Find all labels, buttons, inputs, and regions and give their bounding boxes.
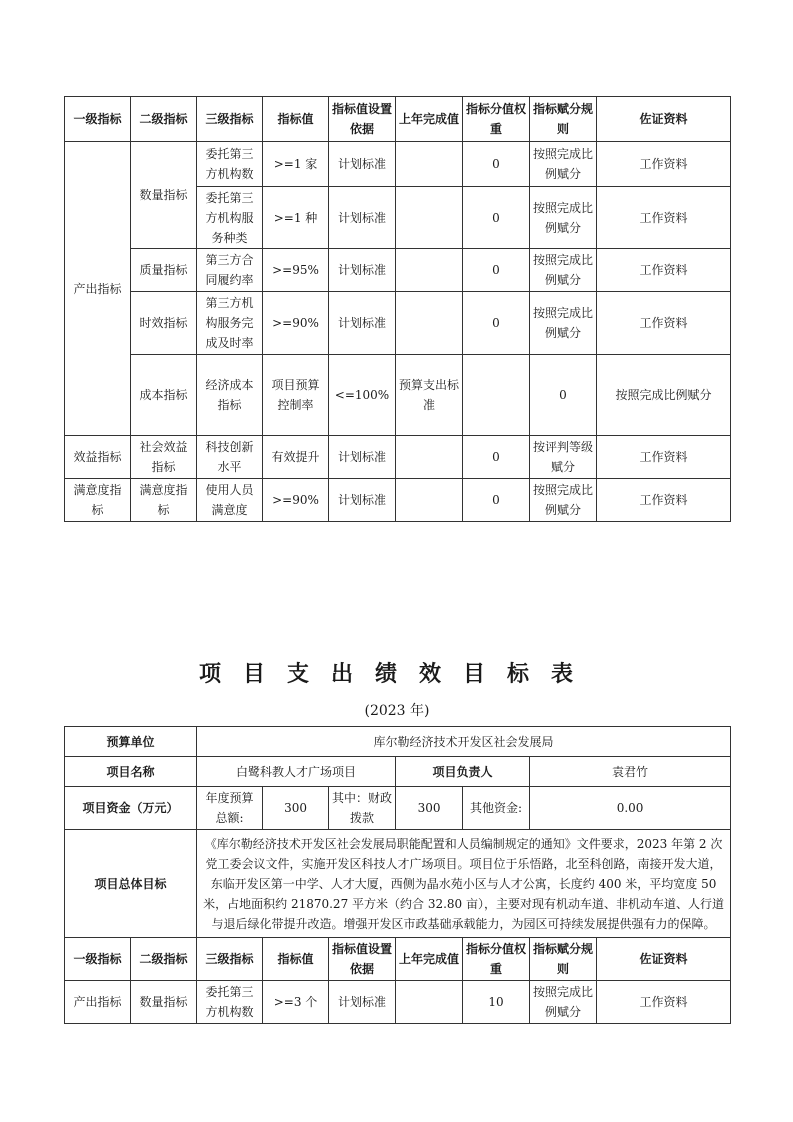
header-cell: 指标值设置依据	[329, 97, 396, 142]
header-row	[65, 938, 731, 981]
level2-cell: 质量指标	[131, 249, 197, 292]
level2-cell: 社会效益指标	[131, 436, 197, 479]
evidence-cell: 工作资料	[597, 187, 731, 249]
last-year-cell	[396, 981, 463, 1024]
last-year-cell	[396, 479, 463, 522]
fiscal-value: 300	[396, 787, 463, 830]
basis-cell: 计划标准	[329, 187, 396, 249]
evidence-cell: 工作资料	[597, 436, 731, 479]
value-cell: >=90%	[263, 292, 329, 355]
rule-cell: 按照完成比例赋分	[530, 142, 597, 187]
table-row	[65, 292, 731, 355]
evidence-cell: 工作资料	[597, 479, 731, 522]
level1-cell: 效益指标	[65, 436, 131, 479]
rule-cell: 按评判等级赋分	[530, 436, 597, 479]
indicator-table-1	[64, 96, 731, 522]
project-objective-text: 《库尔勒经济技术开发区社会发展局职能配置和人员编制规定的通知》文件要求，2023 年第 2 次党工委会议文件，实施开发区科技人才广场项目。项目位于乐悟路，北至科创路，南接开发大道，东临开发区第一中学、人才大厦，西侧为晶水苑小区与人才公寓，长度约 400 米，平均宽度 50 米，占地面积约 21870.27 平方米（约合 32.80 亩），主要对现有机动车道、非机动车道、人行道与退后绿化带提升改造。增强开发区市政基础承载能力，为园区可持续发展提供强有力的保障。	[197, 830, 731, 938]
level2-cell: 满意度指标	[131, 479, 197, 522]
level3-cell: 委托第三方机构数	[197, 981, 263, 1024]
level2-cell: 经济成本指标	[197, 355, 263, 436]
project-objective-label: 项目总体目标	[65, 830, 197, 938]
project-name-value: 白鹭科教人才广场项目	[197, 757, 396, 787]
header-cell: 上年完成值	[396, 97, 463, 142]
header-cell: 一级指标	[65, 938, 131, 981]
weight-cell: 0	[463, 249, 530, 292]
basis-cell: 计划标准	[329, 479, 396, 522]
table-row	[65, 436, 731, 479]
value-cell: >=1 家	[263, 142, 329, 187]
basis-cell: 计划标准	[329, 142, 396, 187]
project-funds-row	[65, 787, 731, 830]
header-cell: 一级指标	[65, 97, 131, 142]
annual-budget-label: 年度预算总额:	[197, 787, 263, 830]
project-name-label: 项目名称	[65, 757, 197, 787]
header-cell: 三级指标	[197, 97, 263, 142]
value-cell: >=90%	[263, 479, 329, 522]
header-cell: 指标值	[263, 97, 329, 142]
value-cell: <=100%	[329, 355, 396, 436]
table-row	[65, 249, 731, 292]
level3-cell: 第三方机构服务完成及时率	[197, 292, 263, 355]
performance-goal-table	[64, 726, 731, 1024]
header-cell: 二级指标	[131, 938, 197, 981]
basis-cell: 计划标准	[329, 981, 396, 1024]
level1-cell: 产出指标	[65, 981, 131, 1024]
weight-cell: 0	[463, 479, 530, 522]
weight-cell: 0	[463, 187, 530, 249]
level3-cell: 使用人员满意度	[197, 479, 263, 522]
other-funds-value: 0.00	[530, 787, 731, 830]
last-year-cell	[396, 187, 463, 249]
weight-cell: 10	[463, 981, 530, 1024]
value-cell: >=95%	[263, 249, 329, 292]
header-cell: 指标分值权重	[463, 97, 530, 142]
other-funds-label: 其他资金:	[463, 787, 530, 830]
header-cell: 佐证资料	[597, 938, 731, 981]
weight-cell: 0	[463, 142, 530, 187]
header-row	[65, 97, 731, 142]
project-objective-row	[65, 830, 731, 938]
evidence-cell: 工作资料	[597, 292, 731, 355]
table-row	[65, 479, 731, 522]
project-name-row	[65, 757, 731, 787]
last-year-cell	[396, 142, 463, 187]
page-subtitle-year: (2023 年)	[364, 703, 430, 719]
last-year-cell	[396, 436, 463, 479]
evidence-cell: 工作资料	[597, 142, 731, 187]
basis-cell: 计划标准	[329, 292, 396, 355]
header-cell: 上年完成值	[396, 938, 463, 981]
evidence-cell: 工作资料	[597, 981, 731, 1024]
weight-cell: 0	[463, 292, 530, 355]
level2-cell: 数量指标	[131, 142, 197, 249]
rule-cell: 按照完成比例赋分	[530, 187, 597, 249]
basis-cell: 计划标准	[329, 436, 396, 479]
rule-cell: 按照完成比例赋分	[530, 479, 597, 522]
level3-cell: 委托第三方机构数	[197, 142, 263, 187]
level2-cell: 数量指标	[131, 981, 197, 1024]
fiscal-label: 其中：财政拨款	[329, 787, 396, 830]
weight-cell: 0	[463, 436, 530, 479]
page-title: 项目支出绩效目标表	[198, 662, 595, 687]
value-cell: 有效提升	[263, 436, 329, 479]
value-cell: >=1 种	[263, 187, 329, 249]
level1-cell: 满意度指标	[65, 479, 131, 522]
level1-cell: 产出指标	[65, 142, 131, 436]
table-row	[65, 981, 731, 1024]
level3-cell: 科技创新水平	[197, 436, 263, 479]
project-leader-value: 袁君竹	[530, 757, 731, 787]
budget-unit-row	[65, 727, 731, 757]
header-cell: 佐证资料	[597, 97, 731, 142]
value-cell: >=3 个	[263, 981, 329, 1024]
rule-cell: 按照完成比例赋分	[530, 981, 597, 1024]
header-cell: 指标赋分规则	[530, 97, 597, 142]
rule-cell: 按照完成比例赋分	[597, 355, 731, 436]
basis-cell: 计划标准	[329, 249, 396, 292]
level1-cell: 成本指标	[131, 355, 197, 436]
rule-cell: 按照完成比例赋分	[530, 249, 597, 292]
header-cell: 指标值设置依据	[329, 938, 396, 981]
annual-budget-value: 300	[263, 787, 329, 830]
header-cell: 三级指标	[197, 938, 263, 981]
header-cell: 指标值	[263, 938, 329, 981]
project-leader-label: 项目负责人	[396, 757, 530, 787]
weight-cell: 0	[530, 355, 597, 436]
budget-unit-value: 库尔勒经济技术开发区社会发展局	[197, 727, 731, 757]
last-year-cell	[396, 249, 463, 292]
basis-cell: 预算支出标准	[396, 355, 463, 436]
last-year-cell	[463, 355, 530, 436]
table-row	[65, 142, 731, 187]
level2-cell: 时效指标	[131, 292, 197, 355]
project-funds-label: 项目资金（万元）	[65, 787, 197, 830]
rule-cell: 按照完成比例赋分	[530, 292, 597, 355]
budget-unit-label: 预算单位	[65, 727, 197, 757]
last-year-cell	[396, 292, 463, 355]
header-cell: 二级指标	[131, 97, 197, 142]
header-cell: 指标赋分规则	[530, 938, 597, 981]
evidence-cell: 工作资料	[597, 249, 731, 292]
level3-cell: 第三方合同履约率	[197, 249, 263, 292]
header-cell: 指标分值权重	[463, 938, 530, 981]
level3-cell: 项目预算控制率	[263, 355, 329, 436]
level3-cell: 委托第三方机构服务种类	[197, 187, 263, 249]
table-row	[65, 355, 731, 436]
